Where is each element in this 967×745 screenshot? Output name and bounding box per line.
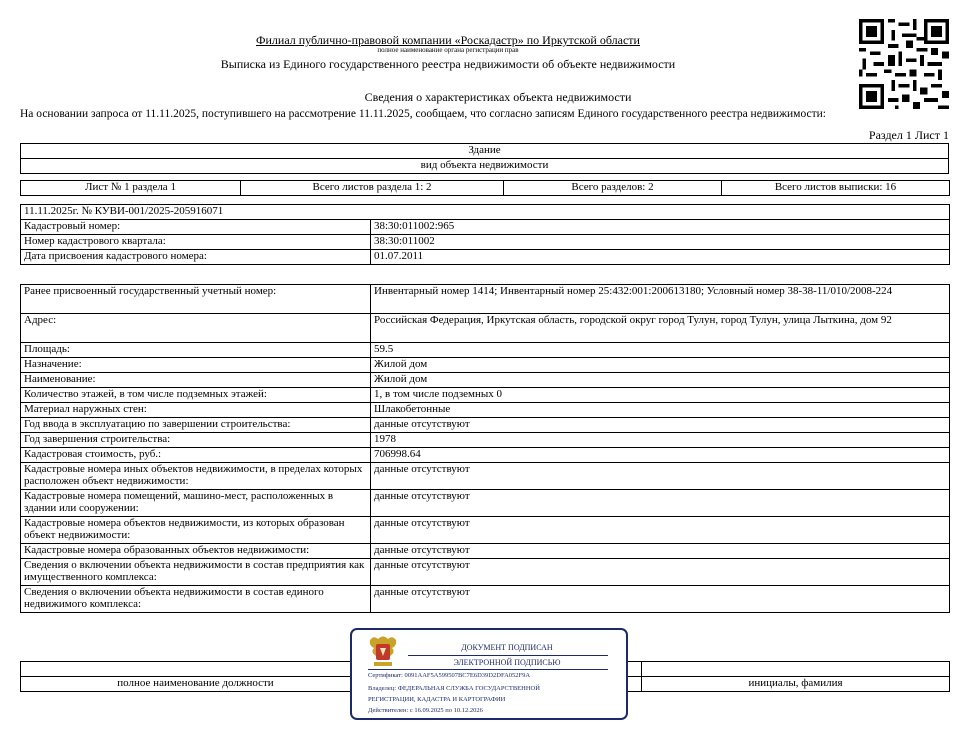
detail-row: [21, 586, 950, 613]
detail-row: [21, 490, 950, 517]
detail-value: данные отсутствуют: [371, 490, 950, 517]
detail-label: Год ввода в эксплуатацию по завершении строительства:: [21, 418, 371, 433]
sheets-table: [20, 180, 950, 196]
detail-value: Шлакобетонные: [371, 403, 950, 418]
object-type: Здание: [21, 144, 949, 159]
detail-value: данные отсутствуют: [371, 418, 950, 433]
detail-value: 1978: [371, 433, 950, 448]
detail-value: Инвентарный номер 1414; Инвентарный номер 25:432:001:200613180; Условный номер 38-38-11/010/2008-224: [371, 285, 950, 314]
detail-value: 706998.64: [371, 448, 950, 463]
detail-value: данные отсутствуют: [371, 544, 950, 559]
detail-row: [21, 403, 950, 418]
detail-row: [21, 463, 950, 490]
sheet-number: Лист № 1 раздела 1: [21, 181, 241, 196]
detail-label: Сведения о включении объекта недвижимости в состав предприятия как имущественного комплекса:: [21, 559, 371, 586]
detail-label: Кадастровые номера помещений, машино-мест, расположенных в здании или сооружении:: [21, 490, 371, 517]
document-title: Выписка из Единого государственного реестра недвижимости об объекте недвижимости: [220, 57, 676, 71]
detail-value: 59.5: [371, 343, 950, 358]
detail-row: [21, 517, 950, 544]
stamp-certificate: Сертификат: 0091AAF5A599507BC7E6D39D2DFA052F9A: [368, 672, 531, 679]
stamp-divider: [368, 669, 608, 670]
detail-value: данные отсутствуют: [371, 517, 950, 544]
detail-row: [21, 373, 950, 388]
detail-value: Жилой дом: [371, 358, 950, 373]
org-name: Филиал публично-правовой компании «Роскадастр» по Иркутской области: [256, 33, 640, 47]
detail-label: Кадастровая стоимость, руб.:: [21, 448, 371, 463]
detail-label: Назначение:: [21, 358, 371, 373]
cadastral-number: 38:30:011002:965: [371, 220, 950, 235]
stamp-owner-line2: РЕГИСТРАЦИИ, КАДАСТРА И КАРТОГРАФИИ: [368, 696, 506, 703]
detail-label: Ранее присвоенный государственный учетный номер:: [21, 285, 371, 314]
detail-value: данные отсутствуют: [371, 559, 950, 586]
detail-row: [21, 285, 950, 314]
detail-row: [21, 388, 950, 403]
signature-position-cell: [21, 662, 371, 677]
ident-row: [21, 235, 950, 250]
ident-row: [21, 220, 950, 235]
request-number: 11.11.2025г. № КУВИ-001/2025-205916071: [21, 205, 950, 220]
detail-label: Наименование:: [21, 373, 371, 388]
details-table: [20, 284, 950, 613]
position-caption: полное наименование должности: [21, 677, 371, 692]
object-type-caption: вид объекта недвижимости: [21, 159, 949, 174]
stamp-owner-line1: Владелец: ФЕДЕРАЛЬНАЯ СЛУЖБА ГОСУДАРСТВЕННОЙ: [368, 685, 540, 692]
detail-label: Кадастровые номера иных объектов недвижимости, в пределах которых расположен объект недвижимости:: [21, 463, 371, 490]
ident-label: Дата присвоения кадастрового номера:: [21, 250, 371, 265]
ident-label: Номер кадастрового квартала:: [21, 235, 371, 250]
total-extract-sheets: Всего листов выписки: 16: [722, 181, 950, 196]
coat-of-arms-icon: [366, 634, 400, 670]
detail-value: данные отсутствуют: [371, 586, 950, 613]
detail-row: [21, 559, 950, 586]
object-type-caption-row: [21, 159, 949, 174]
identification-table: [20, 204, 950, 265]
detail-row: [21, 343, 950, 358]
detail-row: [21, 418, 950, 433]
cadastral-quarter: 38:30:011002: [371, 235, 950, 250]
detail-row: [21, 433, 950, 448]
detail-label: Материал наружных стен:: [21, 403, 371, 418]
stamp-validity: Действителен: с 16.09.2025 по 10.12.2026: [368, 707, 483, 714]
request-row: [21, 205, 950, 220]
document-subtitle: Сведения о характеристиках объекта недвижимости: [364, 90, 632, 104]
section-label: Раздел 1 Лист 1: [868, 128, 949, 142]
detail-label: Площадь:: [21, 343, 371, 358]
org-caption: полное наименование органа регистрации прав: [377, 46, 519, 54]
detail-label: Количество этажей, в том числе подземных этажей:: [21, 388, 371, 403]
assignment-date: 01.07.2011: [371, 250, 950, 265]
e-signature-stamp: [350, 628, 628, 720]
detail-value: Российская Федерация, Иркутская область, городской округ город Тулун, город Тулун, улица Лыткина, дом 92: [371, 314, 950, 343]
sheets-row: [21, 181, 950, 196]
signature-initials-cell: [642, 662, 950, 677]
detail-row: [21, 448, 950, 463]
object-type-table: [20, 143, 949, 174]
object-type-row: [21, 144, 949, 159]
detail-value: 1, в том числе подземных 0: [371, 388, 950, 403]
ident-label: Кадастровый номер:: [21, 220, 371, 235]
detail-label: Кадастровые номера образованных объектов недвижимости:: [21, 544, 371, 559]
detail-label: Сведения о включении объекта недвижимости в состав единого недвижимого комплекса:: [21, 586, 371, 613]
initials-caption: инициалы, фамилия: [642, 677, 950, 692]
detail-value: Жилой дом: [371, 373, 950, 388]
stamp-divider: [408, 655, 608, 656]
stamp-line1: ДОКУМЕНТ ПОДПИСАН: [461, 643, 553, 652]
intro-text: На основании запроса от 11.11.2025, поступившего на рассмотрение 11.11.2025, сообщаем, что согласно записям Единого государственного реестра недвижимости:: [20, 108, 826, 120]
total-section-sheets: Всего листов раздела 1: 2: [241, 181, 504, 196]
detail-label: Год завершения строительства:: [21, 433, 371, 448]
qr-code: [859, 18, 949, 110]
detail-row: [21, 544, 950, 559]
detail-value: данные отсутствуют: [371, 463, 950, 490]
detail-row: [21, 314, 950, 343]
total-sections: Всего разделов: 2: [504, 181, 722, 196]
detail-label: Адрес:: [21, 314, 371, 343]
detail-row: [21, 358, 950, 373]
detail-label: Кадастровые номера объектов недвижимости, из которых образован объект недвижимости:: [21, 517, 371, 544]
ident-row: [21, 250, 950, 265]
stamp-line2: ЭЛЕКТРОННОЙ ПОДПИСЬЮ: [453, 658, 561, 667]
